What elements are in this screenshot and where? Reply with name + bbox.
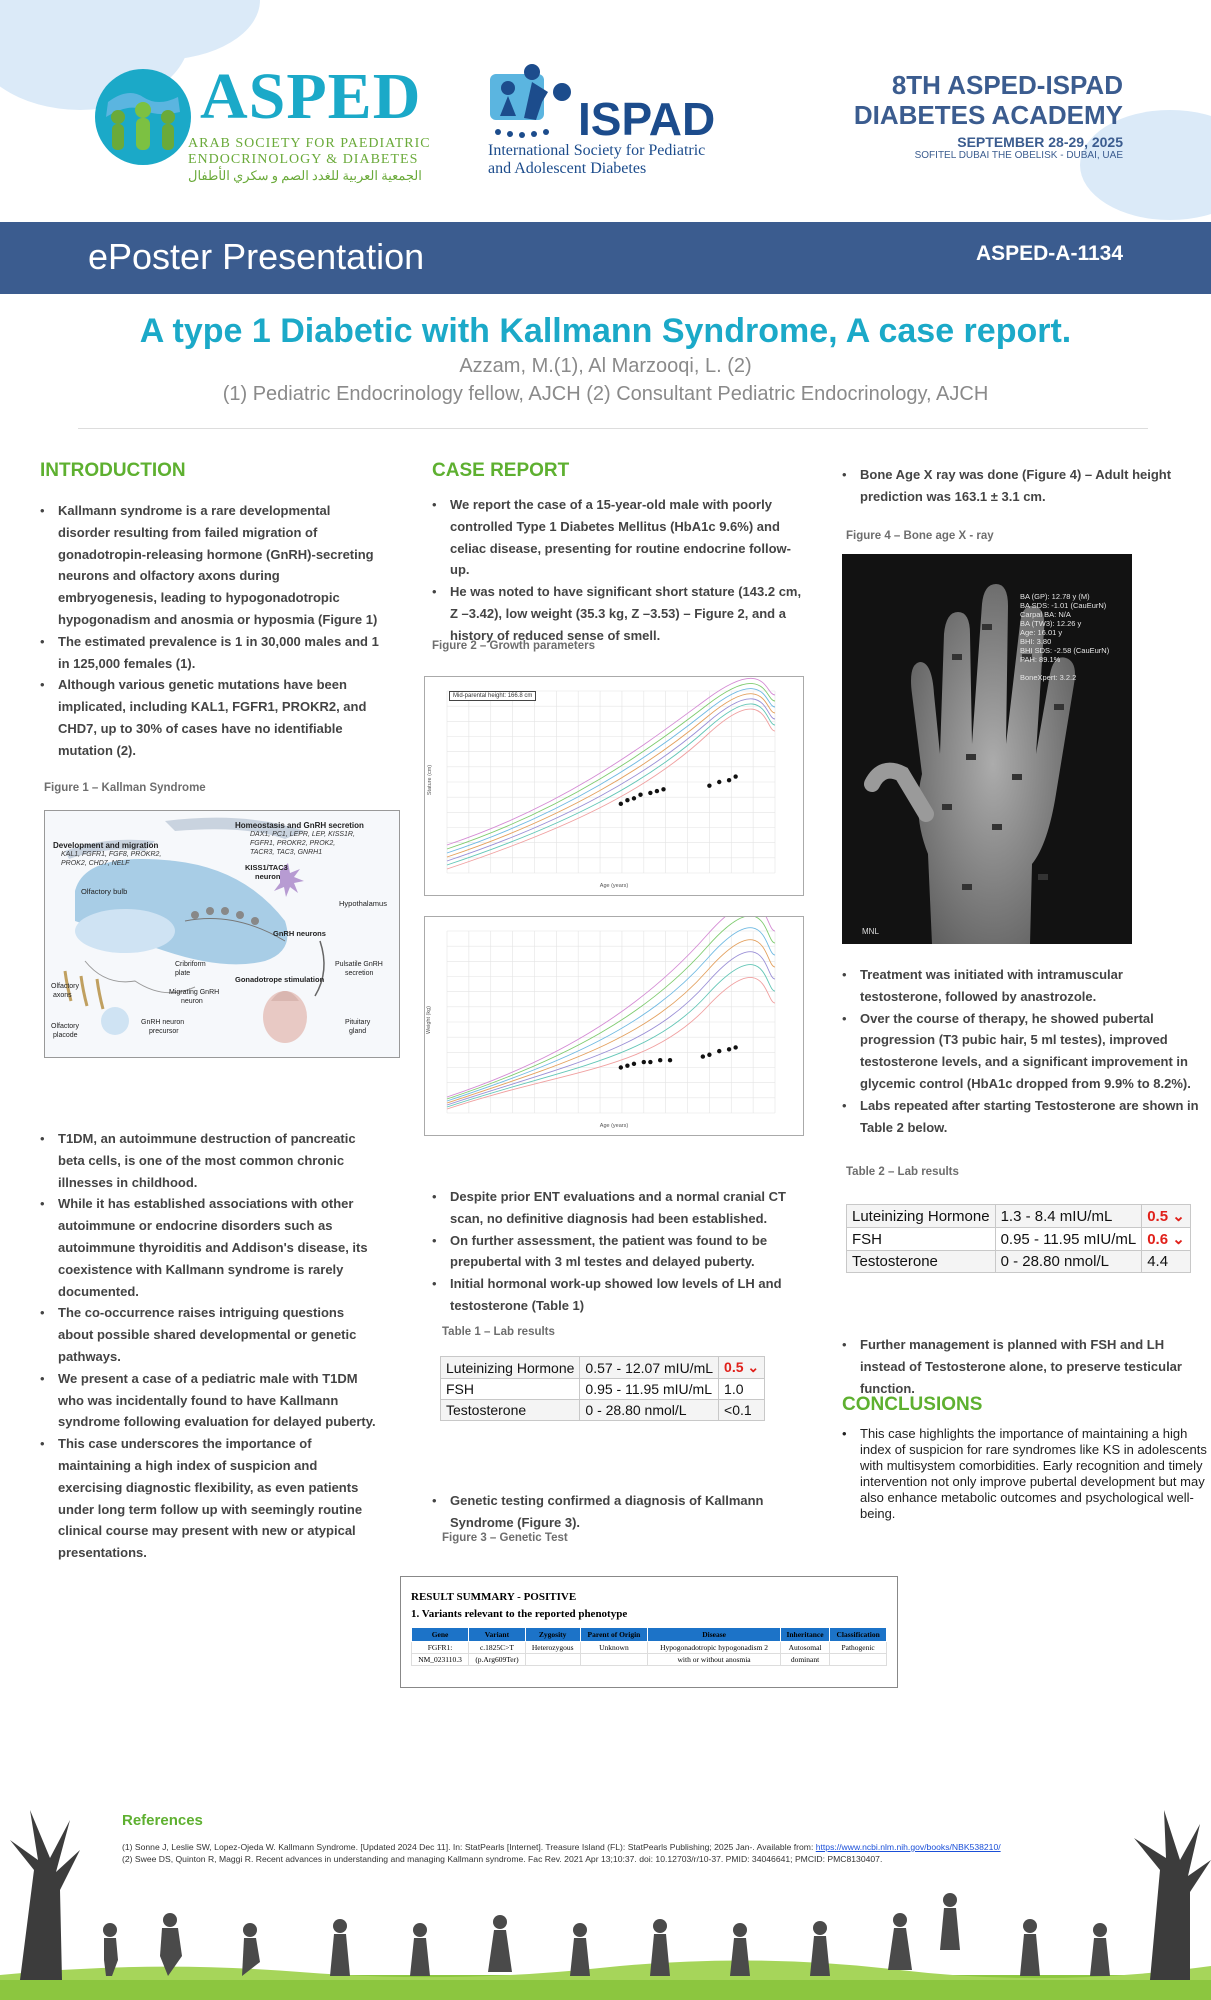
treatment-bullet: • Treatment was initiated with intramuscular testosterone, followed by anastrozole. <box>842 964 1202 1008</box>
gene-row <box>412 1654 887 1666</box>
homeo-title: Homeostasis and GnRH secretion <box>235 821 364 830</box>
case-bullet: • Despite prior ENT evaluations and a normal cranial CT scan, no definitive diagnosis had been established. <box>432 1186 802 1230</box>
bone-age-line: BoneXpert: 3.2.2 <box>1020 673 1077 682</box>
genetic-subtitle: 1. Variants relevant to the reported phenotype <box>411 1608 628 1620</box>
bone-age-line: BA SDS: -1.01 (CauEurN) <box>1020 601 1107 610</box>
lab-reference-range: 0.57 - 12.07 mIU/mL <box>580 1357 719 1379</box>
lab-test-name: Testosterone <box>847 1251 996 1273</box>
cribriform-label: Cribriform <box>175 961 206 968</box>
case-report-bullets <box>432 494 802 647</box>
table1-caption: Table 1 – Lab results <box>442 1326 555 1338</box>
case-bullet: • On further assessment, the patient was found to be prepubertal with 3 ml testes and delayed puberty. <box>432 1230 802 1274</box>
homeo-genes: DAX1, PC1, LEPR, LEP, KISS1R, <box>250 831 355 838</box>
gene-column-header: Disease <box>648 1628 780 1642</box>
bone-age-line: Carpal BA: N/A <box>1020 610 1071 619</box>
lab-results-table-2 <box>846 1204 1191 1273</box>
treatment-bullet: • Over the course of therapy, he showed pubertal progression (T3 pubic hair, 5 ml testes), improved testosterone levels, and a significant improvement in glycemic control (HbA1c dropped from 9.9% to 8.2%). <box>842 1008 1202 1095</box>
case-report-bullets-2 <box>432 1186 802 1317</box>
patient-measurement-point <box>727 1047 731 1051</box>
authors: Azzam, M.(1), Al Marzooqi, L. (2) <box>459 355 752 377</box>
ispad-name: ISPAD <box>578 93 716 145</box>
ispad-subtitle-line: International Society for Pediatric <box>488 142 706 159</box>
reference-1 <box>122 1842 1001 1852</box>
eposter-label: ePoster Presentation <box>88 236 425 277</box>
precursor-label: GnRH neuron <box>141 1019 185 1026</box>
lab-value: 4.4 <box>1142 1251 1191 1273</box>
patient-measurement-point <box>625 1063 629 1067</box>
bone-age-bullets <box>842 464 1202 508</box>
weight-chart-svg <box>425 917 803 1135</box>
gene-cell <box>830 1654 887 1666</box>
bone-age-line: PAH: 89.1% <box>1020 655 1061 664</box>
bone-age-line: BA (GP): 12.78 y (M) <box>1020 592 1090 601</box>
academy-title-line1: 8TH ASPED-ISPAD <box>891 70 1123 100</box>
gene-cell: Autosomal <box>780 1642 829 1654</box>
percentile-curve <box>447 952 775 1105</box>
xray-marker: MNL <box>862 927 879 936</box>
ispad-subtitle-line: and Adolescent Diabetes <box>488 160 647 177</box>
reference-2: (2) Swee DS, Quinton R, Maggi R. Recent advances in understanding and managing Kallmann syndrome. Fac Rev. 2021 Apr 13;10:37. doi: 10.12703/r/10-37. PMID: 34046641; PMCID: PMC8130407. <box>122 1854 883 1864</box>
gene-cell: Pathogenic <box>830 1642 887 1654</box>
case-bullet: • Genetic testing confirmed a diagnosis of Kallmann Syndrome (Figure 3). <box>432 1490 802 1534</box>
percentile-curve <box>447 689 775 853</box>
dev-genes: PROK2, CHD7, NELF <box>61 860 130 867</box>
bone-age-line: BA (TW3): 12.26 y <box>1020 619 1082 628</box>
bone-age-line <box>1020 664 1128 673</box>
conclusions-text <box>842 1426 1211 1522</box>
figure3-caption: Figure 3 – Genetic Test <box>442 1532 568 1544</box>
abstract-code: ASPED-A-1134 <box>975 242 1123 265</box>
reference-1-text: (1) Sonne J, Leslie SW, Lopez-Ojeda W. Kallmann Syndrome. [Updated 2024 Dec 11]. In: StatPearls [Internet]. Treasure Island (FL): StatPearls Publishing; 2025 Jan-. Available from: <box>122 1842 816 1852</box>
homeo-genes: TACR3, TAC3, GNRH1 <box>250 849 323 856</box>
eposter-banner <box>0 222 1211 294</box>
homeo-genes: FGFR1, PROKR2, PROK2, <box>250 840 336 847</box>
globe-children-icon <box>88 62 198 172</box>
patient-measurement-point <box>727 778 731 782</box>
divider <box>78 428 1148 429</box>
introduction-bullets <box>40 500 380 762</box>
pituitary-label: gland <box>349 1028 367 1035</box>
height-chart-svg <box>425 677 803 895</box>
introduction-heading: INTRODUCTION <box>40 460 186 481</box>
ispad-subtitle <box>488 142 705 178</box>
patient-measurement-point <box>619 1065 623 1069</box>
gene-cell: NM_023110.3 <box>412 1654 469 1666</box>
asped-name: ASPED <box>200 60 422 133</box>
olfactory-bulb-label: Olfactory bulb <box>81 887 128 896</box>
lab-test-name: FSH <box>441 1379 580 1400</box>
dev-title: Development and migration <box>53 841 159 850</box>
migrating-label: neuron <box>181 998 203 1005</box>
placode-label: Olfactory <box>51 1023 80 1030</box>
gnrh-neurons-label: GnRH neurons <box>273 929 326 938</box>
bone-age-xray <box>842 554 1132 944</box>
lab-reference-range: 0 - 28.80 nmol/L <box>995 1251 1142 1273</box>
pituitary-label: Pituitary <box>345 1019 371 1026</box>
lab-row <box>441 1379 765 1400</box>
gene-cell <box>525 1654 580 1666</box>
bone-age-line: BHI SDS: -2.58 (CauEurN) <box>1020 646 1110 655</box>
poster-title: A type 1 Diabetic with Kallmann Syndrome, A case report. <box>139 312 1072 350</box>
bone-age-line: BHI: 3.80 <box>1020 637 1052 646</box>
patient-measurement-point <box>642 1060 646 1064</box>
lab-row <box>847 1251 1191 1273</box>
patient-measurement-point <box>619 802 623 806</box>
gene-column-header: Variant <box>469 1628 526 1642</box>
gene-cell: Hypogonadotropic hypogonadism 2 <box>648 1642 780 1654</box>
intro-bullet: • T1DM, an autoimmune destruction of pancreatic beta cells, is one of the most common chronic illnesses in childhood. <box>40 1128 380 1193</box>
genetic-test-result <box>400 1576 898 1688</box>
y-axis-label: Weight (kg) <box>426 1005 433 1035</box>
table2-caption: Table 2 – Lab results <box>846 1166 959 1178</box>
patient-measurement-point <box>655 789 659 793</box>
case-report-bullets-3 <box>432 1490 802 1534</box>
lab-test-name: Luteinizing Hormone <box>847 1205 996 1228</box>
weight-growth-chart <box>424 916 804 1136</box>
lab-value: 0.6 ⌄ <box>1142 1228 1191 1251</box>
percentile-curve <box>447 917 775 1099</box>
x-axis-label: Age (years) <box>599 883 629 889</box>
case-bullet: • We report the case of a 15-year-old male with poorly controlled Type 1 Diabetes Mellitus (HbA1c 9.6%) and celiac disease, presenting for routine endocrine follow-up. <box>432 494 802 581</box>
mid-parental-note: Mid-parental height: 166.8 cm <box>449 691 536 701</box>
gonadotrope-label: Gonadotrope stimulation <box>235 975 325 984</box>
gene-cell: FGFR1: <box>412 1642 469 1654</box>
treatment-bullet: • Labs repeated after starting Testosterone are shown in Table 2 below. <box>842 1095 1202 1139</box>
management-bullet: • Further management is planned with FSH and LH instead of Testosterone alone, to preserve testicular function. <box>842 1334 1202 1399</box>
lab-test-name: FSH <box>847 1228 996 1251</box>
academy-block <box>854 70 1123 161</box>
gene-cell: dominant <box>780 1654 829 1666</box>
percentile-curve <box>447 928 775 1101</box>
dev-genes: KAL1, FGFR1, FGF8, PROKR2, <box>61 851 162 858</box>
x-axis-label: Age (years) <box>599 1123 629 1129</box>
asped-subtitle: ARAB SOCIETY FOR PAEDIATRIC <box>188 136 431 151</box>
case-bullet: • He was noted to have significant short stature (143.2 cm, Z –3.42), low weight (35.3 kg, Z –3.53) – Figure 2, and a history of reduced sense of smell. <box>432 581 802 646</box>
figure1-caption: Figure 1 – Kallman Syndrome <box>44 782 206 794</box>
patient-measurement-point <box>625 798 629 802</box>
lab-row <box>441 1357 765 1379</box>
percentile-curve <box>447 965 775 1107</box>
hypothalamus-label: Hypothalamus <box>339 899 387 908</box>
case-report-heading: CASE REPORT <box>432 460 570 481</box>
figure4-caption: Figure 4 – Bone age X - ray <box>846 530 994 542</box>
genetic-summary: RESULT SUMMARY - POSITIVE <box>411 1591 577 1603</box>
gene-column-header: Gene <box>412 1628 469 1642</box>
intro-bullet: • This case underscores the importance of maintaining a high index of suspicion and exercising diagnostic flexibility, as even patients under long term follow up with seemingly routine clinical course may present with new or atypical presentations. <box>40 1433 380 1564</box>
patient-measurement-point <box>717 1049 721 1053</box>
lab-test-name: Testosterone <box>441 1400 580 1421</box>
intro-bullet: • While it has established associations with other autoimmune or endocrine disorders such as autoimmune thyroiditis and Addison's disease, its coexistence with Kallmann syndrome is rarely documented. <box>40 1193 380 1302</box>
lab-value: 1.0 <box>719 1379 765 1400</box>
gene-column-header: Inheritance <box>780 1628 829 1642</box>
kallmann-figure <box>44 810 400 1058</box>
gene-header-row <box>412 1628 887 1642</box>
lab-value: <0.1 <box>719 1400 765 1421</box>
patient-measurement-point <box>733 774 737 778</box>
kiss-label: KISS1/TAC3 <box>245 863 288 872</box>
lab-reference-range: 0.95 - 11.95 mIU/mL <box>995 1228 1142 1251</box>
lab-value: 0.5 ⌄ <box>1142 1205 1191 1228</box>
placode-label: placode <box>53 1032 78 1039</box>
gene-column-header: Classification <box>830 1628 887 1642</box>
lab-row <box>847 1205 1191 1228</box>
patient-measurement-point <box>648 1060 652 1064</box>
lab-results-table-1 <box>440 1356 765 1421</box>
patient-measurement-point <box>668 1058 672 1062</box>
pulsatile-label: Pulsatile GnRH <box>335 961 383 968</box>
patient-measurement-point <box>733 1045 737 1049</box>
percentile-curve <box>447 709 775 869</box>
children-playing-icon <box>488 62 588 142</box>
gene-cell: Heterozygous <box>525 1642 580 1654</box>
genetic-variant-table <box>411 1627 887 1666</box>
conclusions-heading: CONCLUSIONS <box>842 1394 983 1415</box>
patient-measurement-point <box>661 787 665 791</box>
olfactory-axons-label: axons <box>53 992 72 999</box>
gene-cell: Unknown <box>580 1642 648 1654</box>
academy-title-line2: DIABETES ACADEMY <box>853 100 1123 130</box>
case-bullet: • Initial hormonal work-up showed low levels of LH and testosterone (Table 1) <box>432 1273 802 1317</box>
gene-column-header: Zygosity <box>525 1628 580 1642</box>
academy-dates: SEPTEMBER 28-29, 2025 <box>957 134 1123 150</box>
gene-cell: c.1825C>T <box>469 1642 526 1654</box>
asped-logo <box>88 58 433 183</box>
management-bullets <box>842 1334 1202 1399</box>
lab-row <box>441 1400 765 1421</box>
bone-age-readout <box>1020 592 1128 682</box>
y-axis-label: Stature (cm) <box>427 764 434 796</box>
height-growth-chart <box>424 676 804 896</box>
patient-measurement-point <box>632 796 636 800</box>
bone-age-line: Age: 16.01 y <box>1020 628 1063 637</box>
introduction-bullets-2 <box>40 1128 380 1564</box>
migrating-label: Migrating GnRH <box>169 989 220 996</box>
patient-measurement-point <box>648 791 652 795</box>
gene-column-header: Parent of Origin <box>580 1628 648 1642</box>
pulsatile-label: secretion <box>345 970 374 977</box>
patient-measurement-point <box>707 1053 711 1057</box>
references-heading: References <box>122 1812 203 1829</box>
patient-measurement-point <box>717 780 721 784</box>
lab-reference-range: 0.95 - 11.95 mIU/mL <box>580 1379 719 1400</box>
lab-value: 0.5 ⌄ <box>719 1357 765 1379</box>
bone-age-bullet: • Bone Age X ray was done (Figure 4) – Adult height prediction was 163.1 ± 3.1 cm. <box>842 464 1202 508</box>
figure2-caption: Figure 2 – Growth parameters <box>432 640 595 652</box>
lab-reference-range: 1.3 - 8.4 mIU/mL <box>995 1205 1142 1228</box>
olfactory-axons-label: Olfactory <box>51 983 80 990</box>
lab-reference-range: 0 - 28.80 nmol/L <box>580 1400 719 1421</box>
intro-bullet: • The co-occurrence raises intriguing questions about possible shared developmental or genetic pathways. <box>40 1302 380 1367</box>
lab-row <box>847 1228 1191 1251</box>
conclusion-bullet: • This case highlights the importance of maintaining a high index of suspicion for rare syndromes like KS in adolescents with multisystem comorbidities. Early recognition and timely intervention not only improve pubertal development but may also enhance metabolic outcomes and psychological well-being. <box>842 1426 1211 1522</box>
intro-bullet: • Kallmann syndrome is a rare developmental disorder resulting from failed migration of gonadotropin-releasing hormone (GnRH)-secreting neurons and olfactory axons during embryogenesis, leading to hypogonadotropic hypogonadism and anosmia or hyposmia (Figure 1) <box>40 500 380 631</box>
patient-measurement-point <box>658 1058 662 1062</box>
intro-bullet: • Although various genetic mutations have been implicated, including KAL1, FGFR1, PROKR2, and CHD7, up to 30% of cases have no identifiable mutation (2). <box>40 674 380 761</box>
lab-test-name: Luteinizing Hormone <box>441 1357 580 1379</box>
patient-measurement-point <box>701 1054 705 1058</box>
gene-cell: with or without anosmia <box>648 1654 780 1666</box>
patient-measurement-point <box>638 793 642 797</box>
percentile-curve <box>447 699 775 861</box>
kiss-label: neuron <box>255 872 281 881</box>
gene-cell <box>580 1654 648 1666</box>
precursor-label: precursor <box>149 1028 179 1035</box>
patient-measurement-point <box>632 1062 636 1066</box>
academy-venue: SOFITEL DUBAI THE OBELISK - DUBAI, UAE <box>914 150 1123 161</box>
cribriform-label: plate <box>175 970 191 977</box>
intro-bullet: • The estimated prevalence is 1 in 30,000 males and 1 in 125,000 females (1). <box>40 631 380 675</box>
ispad-logo <box>488 62 738 182</box>
intro-bullet: • We present a case of a pediatric male with T1DM who was incidentally found to have Kallmann syndrome following evaluation for delayed puberty. <box>40 1368 380 1433</box>
reference-1-link[interactable]: https://www.ncbi.nlm.nih.gov/books/NBK538210/ <box>815 1842 1001 1852</box>
poster-header <box>0 0 1211 222</box>
percentile-curve <box>447 694 775 857</box>
gene-row <box>412 1642 887 1654</box>
patient-measurement-point <box>707 783 711 787</box>
asped-subtitle: ENDOCRINOLOGY & DIABETES <box>188 152 419 167</box>
asped-arabic-name: الجمعية العربية للغدد الصم و سكري الأطفال <box>188 168 422 183</box>
gene-cell: (p.Arg609Ter) <box>469 1654 526 1666</box>
treatment-bullets <box>842 964 1202 1138</box>
affiliations: (1) Pediatric Endocrinology fellow, AJCH (2) Consultant Pediatric Endocrinology, AJCH <box>222 383 989 405</box>
